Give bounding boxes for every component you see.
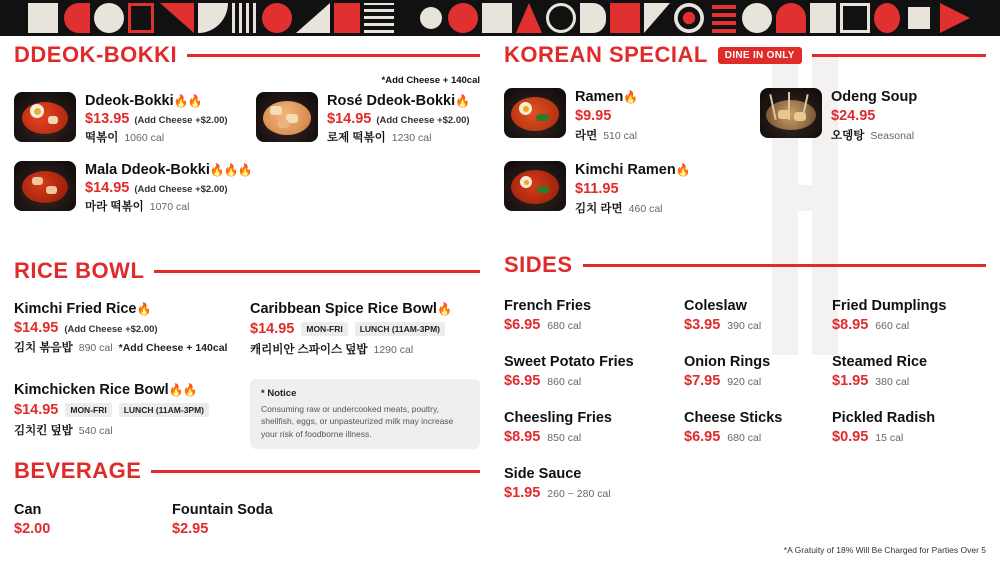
menu-item[interactable] bbox=[14, 161, 264, 214]
item-price: $0.95 bbox=[832, 429, 869, 445]
item-name-korean: 떡볶이 bbox=[85, 132, 119, 144]
menu-item[interactable] bbox=[760, 88, 986, 143]
heat-icon: 🔥 bbox=[623, 90, 638, 104]
section-korean-special bbox=[504, 42, 986, 216]
item-calories: 890 cal bbox=[78, 342, 113, 354]
ddeokbokki-photo bbox=[14, 92, 76, 142]
kimchi-ramen-photo bbox=[504, 161, 566, 211]
menu-item[interactable] bbox=[256, 92, 480, 145]
item-tag-hours: LUNCH (11AM-3PM) bbox=[119, 403, 209, 417]
section-title: RICE BOWL bbox=[14, 258, 145, 283]
item-name: Side Sauce bbox=[504, 466, 582, 482]
item-name: Pickled Radish bbox=[832, 410, 936, 426]
item-add-option: (Add Cheese +$2.00) bbox=[134, 115, 228, 126]
section-title: DDEOK-BOKKI bbox=[14, 42, 178, 67]
item-calories: 1070 cal bbox=[149, 201, 190, 213]
item-name-korean: 김치 볶음밥 bbox=[14, 342, 73, 354]
item-name: Odeng Soup bbox=[831, 89, 918, 105]
item-calories: 1230 cal bbox=[391, 132, 432, 144]
item-name: Sweet Potato Fries bbox=[504, 354, 634, 370]
heat-icon: 🔥🔥 bbox=[168, 383, 197, 397]
item-name: Kimchicken Rice Bowl bbox=[14, 382, 169, 398]
item-name-korean: 오뎅탕 bbox=[831, 130, 865, 142]
item-name: Cheese Sticks bbox=[684, 410, 783, 426]
menu-item[interactable] bbox=[172, 502, 372, 537]
menu-item[interactable] bbox=[684, 354, 832, 389]
section-title: KOREAN SPECIAL bbox=[504, 42, 708, 67]
item-calories: 680 cal bbox=[547, 320, 582, 332]
item-name: Kimchi Fried Rice bbox=[14, 301, 137, 317]
notice-body: Consuming raw or undercooked meats, poultry, shellfish, eggs, or unpasteurized milk may increase your risk of foodborne illness. bbox=[261, 404, 454, 439]
item-calories: 850 cal bbox=[547, 432, 582, 444]
menu-item[interactable] bbox=[832, 298, 986, 333]
item-calories: 390 cal bbox=[727, 320, 762, 332]
gratuity-footer-note: *A Gratuity of 18% Will Be Charged for Parties Over 5 bbox=[783, 545, 986, 555]
section-rule bbox=[583, 264, 986, 267]
rose-ddeokbokki-photo bbox=[256, 92, 318, 142]
item-price: $6.95 bbox=[504, 317, 541, 333]
heat-icon: 🔥 bbox=[136, 302, 151, 316]
item-name: Coleslaw bbox=[684, 298, 747, 314]
item-name: Kimchi Ramen bbox=[575, 162, 676, 178]
notice-title: * Notice bbox=[261, 388, 297, 399]
section-header-sides bbox=[504, 252, 986, 278]
section-header-rice-bowl bbox=[14, 258, 480, 284]
item-name: Caribbean Spice Rice Bowl bbox=[250, 301, 437, 317]
section-rule bbox=[154, 270, 480, 273]
item-tag-days: MON-FRI bbox=[65, 403, 111, 417]
menu-item[interactable] bbox=[832, 354, 986, 389]
item-name: French Fries bbox=[504, 298, 592, 314]
item-price: $14.95 bbox=[14, 320, 59, 336]
item-name: Cheesling Fries bbox=[504, 410, 612, 426]
item-price: $8.95 bbox=[504, 429, 541, 445]
item-price: $9.95 bbox=[575, 108, 612, 124]
item-calories: 660 cal bbox=[875, 320, 910, 332]
item-add-option: (Add Cheese +$2.00) bbox=[64, 324, 158, 335]
menu-item[interactable] bbox=[504, 354, 684, 389]
item-price: $8.95 bbox=[832, 317, 869, 333]
item-calories: 540 cal bbox=[78, 425, 113, 437]
item-price: $7.95 bbox=[684, 373, 721, 389]
heat-icon: 🔥 bbox=[436, 302, 451, 316]
item-name: Can bbox=[14, 502, 42, 518]
item-name: Steamed Rice bbox=[832, 354, 928, 370]
menu-item[interactable] bbox=[504, 161, 740, 216]
item-tag-days: MON-FRI bbox=[301, 322, 347, 336]
item-name: Fried Dumplings bbox=[832, 298, 947, 314]
ddeokbokki-add-cheese-note: *Add Cheese + 140cal bbox=[381, 75, 480, 86]
item-price: $13.95 bbox=[85, 111, 130, 127]
menu-item[interactable] bbox=[250, 300, 480, 357]
item-name: Ramen bbox=[575, 89, 624, 105]
section-header-korean-special bbox=[504, 42, 986, 68]
menu-item[interactable] bbox=[14, 381, 232, 438]
ramen-photo bbox=[504, 88, 566, 138]
item-add-option: (Add Cheese +$2.00) bbox=[134, 184, 228, 195]
item-price: $14.95 bbox=[14, 402, 59, 418]
heat-icon: 🔥 bbox=[455, 94, 470, 108]
item-price: $2.00 bbox=[14, 521, 51, 537]
section-title: BEVERAGE bbox=[14, 458, 142, 483]
menu-item[interactable] bbox=[14, 92, 238, 145]
food-safety-notice bbox=[250, 379, 480, 449]
item-price: $14.95 bbox=[85, 180, 130, 196]
item-price: $6.95 bbox=[504, 373, 541, 389]
item-name-korean: 캐리비안 스파이스 덮밥 bbox=[250, 344, 368, 356]
item-name: Onion Rings bbox=[684, 354, 771, 370]
menu-item[interactable] bbox=[14, 300, 232, 355]
item-name: Rosé Ddeok-Bokki bbox=[327, 93, 456, 109]
item-name-korean: 마라 떡볶이 bbox=[85, 201, 144, 213]
section-rule bbox=[187, 54, 480, 57]
item-add-option: (Add Cheese +$2.00) bbox=[376, 115, 470, 126]
menu-item[interactable] bbox=[504, 466, 684, 501]
item-name-korean: 김치 라면 bbox=[575, 203, 623, 215]
section-rice-bowl bbox=[14, 258, 480, 449]
korean-pattern-banner bbox=[0, 0, 1000, 36]
item-tag-hours: LUNCH (11AM-3PM) bbox=[355, 322, 445, 336]
section-title: SIDES bbox=[504, 252, 573, 277]
menu-item[interactable] bbox=[504, 88, 740, 143]
item-calories: 460 cal bbox=[628, 203, 663, 215]
item-name: Fountain Soda bbox=[172, 502, 273, 518]
item-price: $1.95 bbox=[832, 373, 869, 389]
section-rule bbox=[151, 470, 480, 473]
item-name: Mala Ddeok-Bokki bbox=[85, 162, 210, 178]
item-name: Ddeok-Bokki bbox=[85, 93, 174, 109]
dine-in-only-badge: DINE IN ONLY bbox=[718, 47, 802, 64]
menu-item[interactable] bbox=[504, 410, 684, 445]
item-price: $3.95 bbox=[684, 317, 721, 333]
item-name-korean: 로제 떡볶이 bbox=[327, 132, 386, 144]
section-ddeokbokki bbox=[14, 42, 480, 214]
heat-icon: 🔥🔥 bbox=[173, 94, 202, 108]
item-name-korean: 라면 bbox=[575, 130, 598, 142]
heat-icon: 🔥 bbox=[675, 163, 690, 177]
menu-item[interactable] bbox=[684, 298, 832, 333]
menu-item[interactable] bbox=[504, 298, 684, 333]
item-price: $14.95 bbox=[327, 111, 372, 127]
odeng-soup-photo bbox=[760, 88, 822, 138]
section-beverage bbox=[14, 458, 480, 537]
heat-icon: 🔥🔥🔥 bbox=[209, 163, 252, 177]
item-calories: 680 cal bbox=[727, 432, 762, 444]
item-extra-note: *Add Cheese + 140cal bbox=[118, 342, 228, 354]
item-price: $1.95 bbox=[504, 485, 541, 501]
item-name-korean: 김치킨 덮밥 bbox=[14, 425, 73, 437]
item-calories: 920 cal bbox=[727, 376, 762, 388]
item-calories: 860 cal bbox=[547, 376, 582, 388]
menu-item[interactable] bbox=[832, 410, 986, 445]
mala-ddeokbokki-photo bbox=[14, 161, 76, 211]
menu-item[interactable] bbox=[684, 410, 832, 445]
item-price: $2.95 bbox=[172, 521, 209, 537]
section-sides bbox=[504, 252, 986, 501]
item-calories: Seasonal bbox=[870, 130, 915, 142]
item-calories: 15 cal bbox=[875, 432, 904, 444]
item-calories: 380 cal bbox=[875, 376, 910, 388]
item-calories: 1290 cal bbox=[373, 344, 414, 356]
item-price: $24.95 bbox=[831, 108, 876, 124]
item-price: $6.95 bbox=[684, 429, 721, 445]
item-calories: 260 ~ 280 cal bbox=[547, 488, 611, 500]
item-price: $14.95 bbox=[250, 321, 295, 337]
item-calories: 510 cal bbox=[603, 130, 638, 142]
item-calories: 1060 cal bbox=[124, 132, 165, 144]
section-header-beverage bbox=[14, 458, 480, 484]
section-header-ddeokbokki bbox=[14, 42, 480, 68]
menu-item[interactable] bbox=[14, 502, 154, 537]
item-price: $11.95 bbox=[575, 181, 619, 197]
section-rule bbox=[812, 54, 986, 57]
